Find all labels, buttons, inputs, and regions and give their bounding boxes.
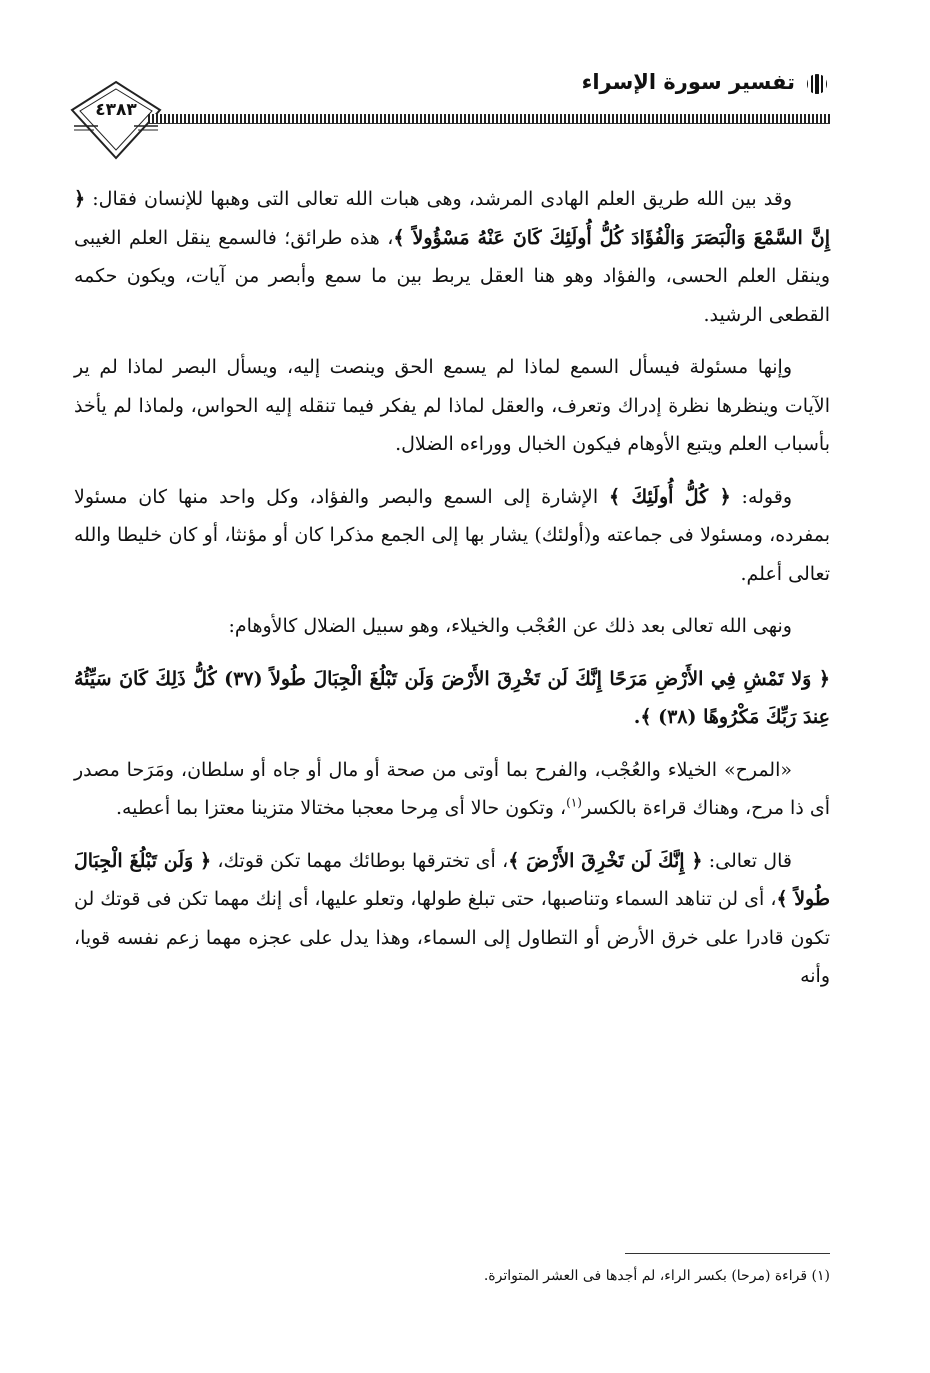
text-run: ، وتكون حالا أى مِرحا معجبا مختالا متزينا معتزا بما أعطيه. xyxy=(115,797,567,819)
quran-verse-block xyxy=(74,660,830,737)
paragraph xyxy=(74,478,830,594)
text-run: ونهى الله تعالى بعد ذلك عن العُجْب والخيلاء، وهو سبيل الضلال كالأوهام: xyxy=(228,615,792,637)
text-run: قال تعالى: xyxy=(702,849,792,872)
paragraph xyxy=(74,842,830,996)
quran-quote: ﴿ وَلَن تَبْلُغَ الْجِبَالَ طُولاً ﴾ xyxy=(74,849,830,910)
header-rule xyxy=(148,114,830,123)
footnote-rule xyxy=(625,1253,830,1254)
page-header xyxy=(0,0,930,170)
paragraph xyxy=(74,607,830,646)
page-number: ٤٣٨٣ xyxy=(95,100,137,120)
footnote-ref: (١) xyxy=(566,795,582,810)
text-run: «المرح» الخيلاء والعُجْب، والفرح بما أوتى من صحة أو مال أو جاه أو سلطان، ومَرَحا مصدر أى ذا مرح، وهناك قراءة بالكسر xyxy=(74,758,830,819)
footnote: (١) قراءة (مرحا) بكسر الراء، لم أجدها فى العشر المتواترة. xyxy=(483,1268,830,1284)
paragraph xyxy=(74,751,830,828)
body-text xyxy=(74,180,830,1010)
quran-quote: ﴿ كُلُّ أُولَئِكَ ﴾ xyxy=(608,485,731,508)
paragraph xyxy=(74,180,830,334)
text-run: وإنها مسئولة فيسأل السمع لماذا لم يسمع الحق وينصت إليه، ويسأل البصر لماذا لم ير الآيات وينظرها نظرة إدراك وتعرف، والعقل لماذا لم يفكر فيما تنقله إليه الحواس، ولماذا لم يأخذ بأسباب العلم ويتبع الأوهام فيكون الخبال ووراءه الضلال. xyxy=(74,356,830,455)
text-run: وقد بين الله طريق العلم الهادى المرشد، وهى هبات الله تعالى التى وهبها للإنسان فقال: xyxy=(85,188,792,210)
quran-quote: ﴿ وَلا تَمْشِ فِي الأَرْضِ مَرَحًا إِنَّكَ لَن تَخْرِقَ الأَرْضَ وَلَن تَبْلُغَ الْجِبَالَ طُولاً (٣٧) كُلُّ ذَلِكَ كَانَ سَيِّئُهُ عِندَ رَبِّكَ مَكْرُوهًا (٣٨) ﴾. xyxy=(74,667,831,728)
quran-quote: ﴿ إِنَّكَ لَن تَخْرِقَ الأَرْضَ ﴾ xyxy=(508,849,703,872)
text-run: وقوله: xyxy=(730,485,792,508)
running-title: تفسير سورة الإسراء xyxy=(581,70,795,94)
text-run: ، أى تخترقها بوطائك مهما تكن قوتك، xyxy=(211,849,509,872)
header-rule-line xyxy=(148,123,830,124)
text-run: الإشارة إلى السمع والبصر والفؤاد، وكل واحد منها كان مسئولا بمفرده، ومسئولا فى جماعته و(أولئك) يشار بها إلى الجمع مذكرا كان أو مؤنثا، أو كان خليطا والله تعالى أعلم. xyxy=(74,485,830,585)
ornament-icon xyxy=(804,71,830,97)
quran-quote: ﴿ إِنَّ السَّمْعَ وَالْبَصَرَ وَالْفُؤَادَ كُلُّ أُولَئِكَ كَانَ عَنْهُ مَسْؤُولاً ﴾ xyxy=(74,188,830,249)
text-run: ، أى لن تناهد السماء وتناصبها، حتى تبلغ طولها، وتعلو عليها، أى إنك مهما تكن فى قوتك لن تكون قادرا على خرق الأرض أو التطاول إلى السماء، وهذا يدل على عجزه مهما زعم نفسه قويا، وأنه xyxy=(74,888,830,987)
paragraph xyxy=(74,348,830,464)
text-run: ، هذه طرائق؛ فالسمع ينقل العلم الغيبى وينقل العلم الحسى، والفؤاد وهو هنا العقل يربط بين ما سمع وأبصر من آيات، ويكون حكمه القطعى الرشيد. xyxy=(74,226,830,326)
